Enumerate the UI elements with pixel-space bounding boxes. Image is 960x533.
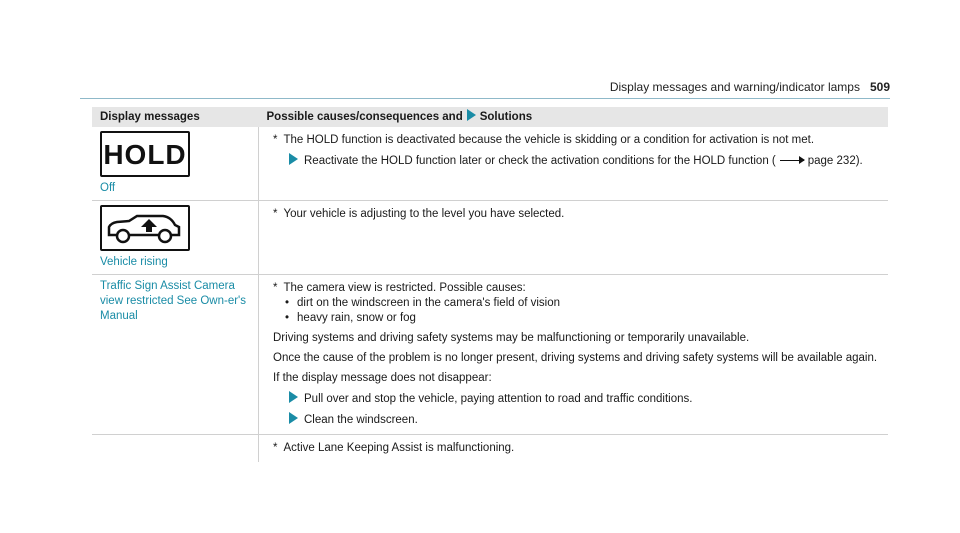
paragraph: If the display message does not disappear: — [273, 372, 492, 384]
table-row — [92, 201, 888, 275]
action-line — [273, 153, 880, 169]
header-rule — [80, 98, 890, 99]
cause-text — [273, 207, 880, 222]
cause-text-value: Active Lane Keeping Assist is malfunctioning. — [283, 442, 515, 454]
list-item: • dirt on the windscreen in the camera's field of vision — [285, 296, 880, 311]
list-item: • heavy rain, snow or fog — [285, 311, 880, 326]
asterisk: * — [273, 134, 278, 146]
action-line — [273, 391, 880, 407]
cause-text — [273, 133, 880, 148]
col-solutions-label: Solutions — [479, 111, 533, 123]
message-cell — [92, 201, 259, 275]
page-number: 509 — [869, 80, 890, 94]
message-text: Off — [100, 182, 116, 194]
action-text: Reactivate the HOLD function later or check the activation conditions for the HOLD function ( — [304, 155, 776, 167]
message-text: Vehicle rising — [100, 256, 168, 268]
table-header-row — [92, 107, 888, 127]
table-row — [92, 127, 888, 201]
message-cell — [92, 275, 259, 435]
table-row — [92, 435, 888, 463]
hold-icon-text: HOLD — [103, 138, 187, 170]
table-row — [92, 275, 888, 435]
cause-text-value: Your vehicle is adjusting to the level you have selected. — [283, 208, 565, 220]
asterisk: * — [273, 442, 278, 454]
message-cell — [92, 435, 259, 463]
cause-cell — [259, 201, 889, 275]
paragraph: Driving systems and driving safety systems may be malfunctioning or temporarily unavailable. — [273, 332, 750, 344]
play-icon — [289, 391, 298, 403]
cause-cell — [259, 435, 889, 463]
play-icon — [289, 412, 298, 424]
cause-cell — [259, 127, 889, 201]
page-reference-arrow-icon — [780, 160, 804, 161]
header-text — [610, 80, 890, 94]
cause-text-value: The HOLD function is deactivated because the vehicle is skidding or a condition for activation is not met. — [283, 134, 815, 146]
hold-icon — [100, 131, 190, 177]
action-line — [273, 412, 880, 428]
cause-cell — [259, 275, 889, 435]
action-text: Pull over and stop the vehicle, paying attention to road and traffic conditions. — [304, 393, 693, 405]
action-text: Clean the windscreen. — [304, 414, 418, 426]
cause-text — [273, 441, 880, 456]
vehicle-rising-icon — [100, 205, 190, 251]
paragraph: Once the cause of the problem is no longer present, driving systems and driving safety systems will be available again. — [273, 352, 878, 364]
cause-text-value: The camera view is restricted. Possible causes: — [283, 282, 526, 294]
header-title: Display messages and warning/indicator lamps — [609, 80, 860, 94]
cause-text — [273, 281, 880, 296]
message-cell — [92, 127, 259, 201]
message-text: Traffic Sign Assist Camera view restricted See Own-er's Manual — [100, 280, 246, 322]
messages-table — [92, 107, 888, 462]
col-causes-solutions — [259, 107, 889, 127]
col-display-messages: Display messages — [92, 107, 259, 127]
page-reference-link[interactable]: page 232). — [807, 155, 863, 167]
col-causes-label: Possible causes/consequences and — [266, 111, 463, 123]
asterisk: * — [273, 282, 278, 294]
asterisk: * — [273, 208, 278, 220]
play-icon — [467, 109, 476, 121]
play-icon — [289, 153, 298, 165]
vehicle-raise-icon — [105, 209, 185, 247]
